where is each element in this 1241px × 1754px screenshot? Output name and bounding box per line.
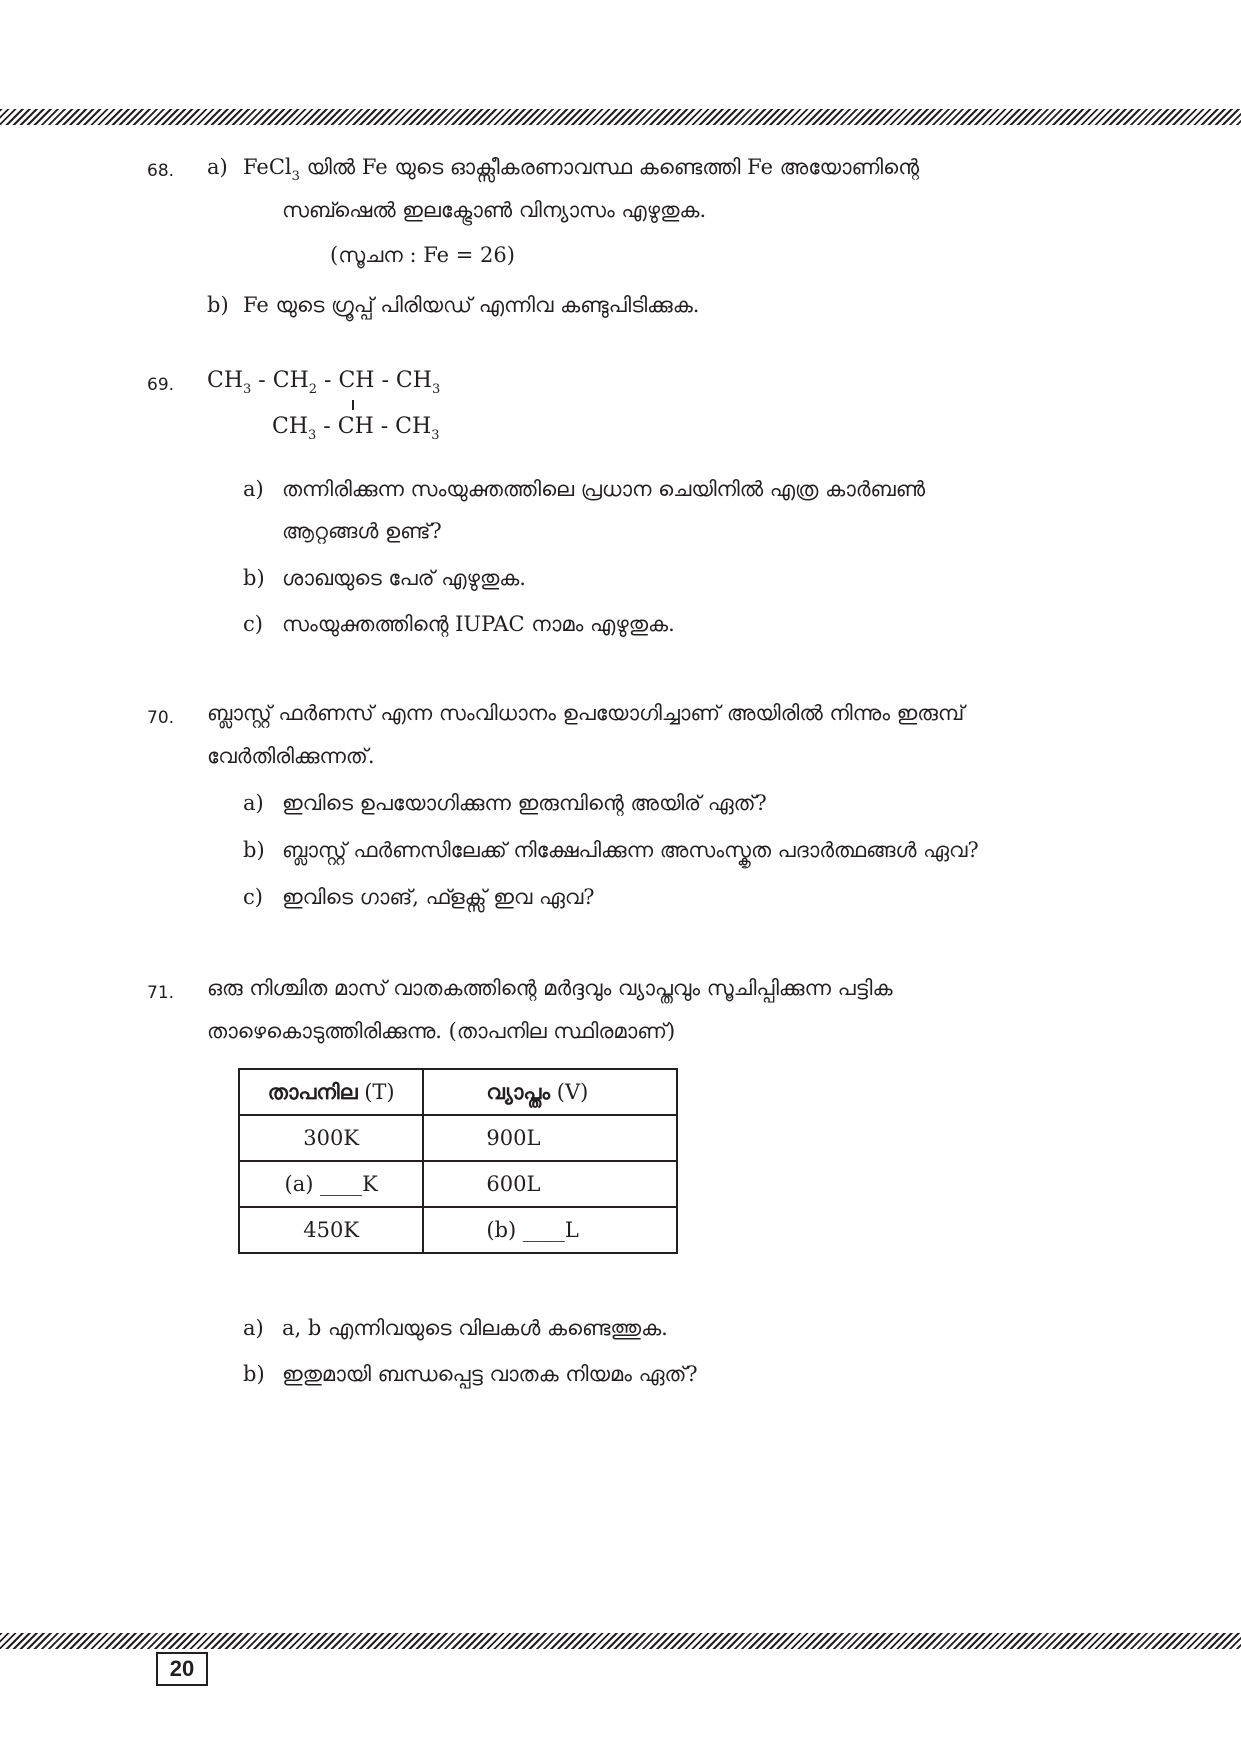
branch-bond <box>352 400 354 410</box>
formula-part: - CH - CH <box>317 368 432 393</box>
question-70-line2: വേർതിരിക്കുന്നത്. <box>207 744 375 768</box>
question-70b-text: ബ്ലാസ്റ്റ് ഫർണസിലേക്ക് നിക്ഷേപിക്കുന്ന അസംസ്കൃത പദാർത്ഥങ്ങൾ ഏവ? <box>282 838 979 862</box>
table-cell-temperature: 450K <box>239 1207 423 1253</box>
question-68a-line1 <box>243 155 919 184</box>
question-69a-label: a) <box>243 477 264 501</box>
question-69c-text: സംയുക്തത്തിന്റെ IUPAC നാമം എഴുതുക. <box>282 612 675 636</box>
table-row <box>239 1161 677 1207</box>
table-cell-volume: 600L <box>423 1161 677 1207</box>
question-71a-text: a, b എന്നിവയുടെ വിലകൾ കണ്ടെത്തുക. <box>282 1316 668 1340</box>
top-hatch-border <box>0 109 1241 125</box>
bottom-hatch-border <box>0 1633 1241 1649</box>
formula-subscript: 2 <box>308 382 318 397</box>
fecl-subscript: 3 <box>291 169 300 184</box>
header-volume-symbol: (V) <box>550 1080 589 1104</box>
table-row <box>239 1115 677 1161</box>
formula-part: - CH <box>251 368 309 393</box>
question-68a-line2: സബ്ഷെൽ ഇലക്ട്രോൺ വിന്യാസം എഴുതുക. <box>282 198 707 222</box>
question-70c-label: c) <box>243 885 263 909</box>
table-row <box>239 1207 677 1253</box>
formula-subscript: 3 <box>431 382 441 397</box>
question-71b-text: ഇതുമായി ബന്ധപ്പെട്ട വാതക നിയമം ഏത്? <box>282 1362 698 1386</box>
question-71-line2: താഴെകൊടുത്തിരിക്കുന്നു. (താപനില സ്ഥിരമാണ്) <box>207 1019 676 1043</box>
formula-subscript: 3 <box>243 382 252 397</box>
formula-subscript: 3 <box>431 428 440 443</box>
question-71-line1: ഒരു നിശ്ചിത മാസ് വാതകത്തിന്റെ മർദ്ദവും വ്യാപ്തവും സൂചിപ്പിക്കുന്ന പട്ടിക <box>207 976 893 1000</box>
question-69-number: 69. <box>147 375 175 395</box>
question-70a-label: a) <box>243 791 264 815</box>
formula-part: - CH - CH <box>316 414 432 439</box>
question-69b-label: b) <box>243 566 265 590</box>
formula-subscript: 3 <box>308 428 317 443</box>
table-cell-temperature: 300K <box>239 1115 423 1161</box>
header-temperature-symbol: (T) <box>357 1080 395 1104</box>
formula-part: CH <box>207 368 244 393</box>
temperature-volume-table <box>238 1068 678 1254</box>
question-71-number: 71. <box>147 983 175 1003</box>
question-70-number: 70. <box>147 708 175 728</box>
header-temperature-label: താപനില <box>267 1079 358 1104</box>
question-69a-line1: തന്നിരിക്കുന്ന സംയുക്തത്തിലെ പ്രധാന ചെയിനിൽ എത്ര കാർബൺ <box>282 477 926 501</box>
table-cell-temperature: (a) ____K <box>239 1161 423 1207</box>
formula-part: CH <box>272 414 309 439</box>
structural-formula-main-chain <box>207 368 441 397</box>
question-69a-line2: ആറ്റങ്ങൾ ഉണ്ട്? <box>282 519 442 543</box>
header-volume-label: വ്യാപ്തം <box>486 1079 551 1104</box>
question-69b-text: ശാഖയുടെ പേര് എഴുതുക. <box>282 566 526 590</box>
header-volume <box>423 1069 677 1115</box>
question-70-line1: ബ്ലാസ്റ്റ് ഫർണസ് എന്ന സംവിധാനം ഉപയോഗിച്ചാണ് അയിരിൽ നിന്നും ഇരുമ്പ് <box>207 701 965 725</box>
question-70b-label: b) <box>243 838 265 862</box>
question-68-hint: (സൂചന : Fe = 26) <box>330 243 515 267</box>
table-cell-volume: (b) ____L <box>423 1207 677 1253</box>
question-70c-text: ഇവിടെ ഗാങ്, ഫ്ളക്സ് ഇവ ഏവ? <box>282 885 595 909</box>
table-cell-volume: 900L <box>423 1115 677 1161</box>
question-68a-label: a) <box>207 155 228 179</box>
question-71b-label: b) <box>243 1362 265 1386</box>
fecl-text: FeCl <box>243 155 292 179</box>
question-68b-text: Fe യുടെ ഗ്രൂപ്പ് പിരിയഡ് എന്നിവ കണ്ടുപിടിക്കുക. <box>243 293 700 317</box>
header-temperature <box>239 1069 423 1115</box>
question-71a-label: a) <box>243 1316 264 1340</box>
table-header-row <box>239 1069 677 1115</box>
fecl-rest: യിൽ Fe യുടെ ഓക്സീകരണാവസ്ഥ കണ്ടെത്തി Fe അയോണിന്റെ <box>299 155 919 179</box>
question-69c-label: c) <box>243 612 263 636</box>
question-68-number: 68. <box>147 161 175 181</box>
question-70a-text: ഇവിടെ ഉപയോഗിക്കുന്ന ഇരുമ്പിന്റെ അയിര് ഏത്? <box>282 791 767 815</box>
page-number: 20 <box>156 1652 208 1686</box>
structural-formula-branch <box>272 414 440 443</box>
question-68b-label: b) <box>207 293 229 317</box>
